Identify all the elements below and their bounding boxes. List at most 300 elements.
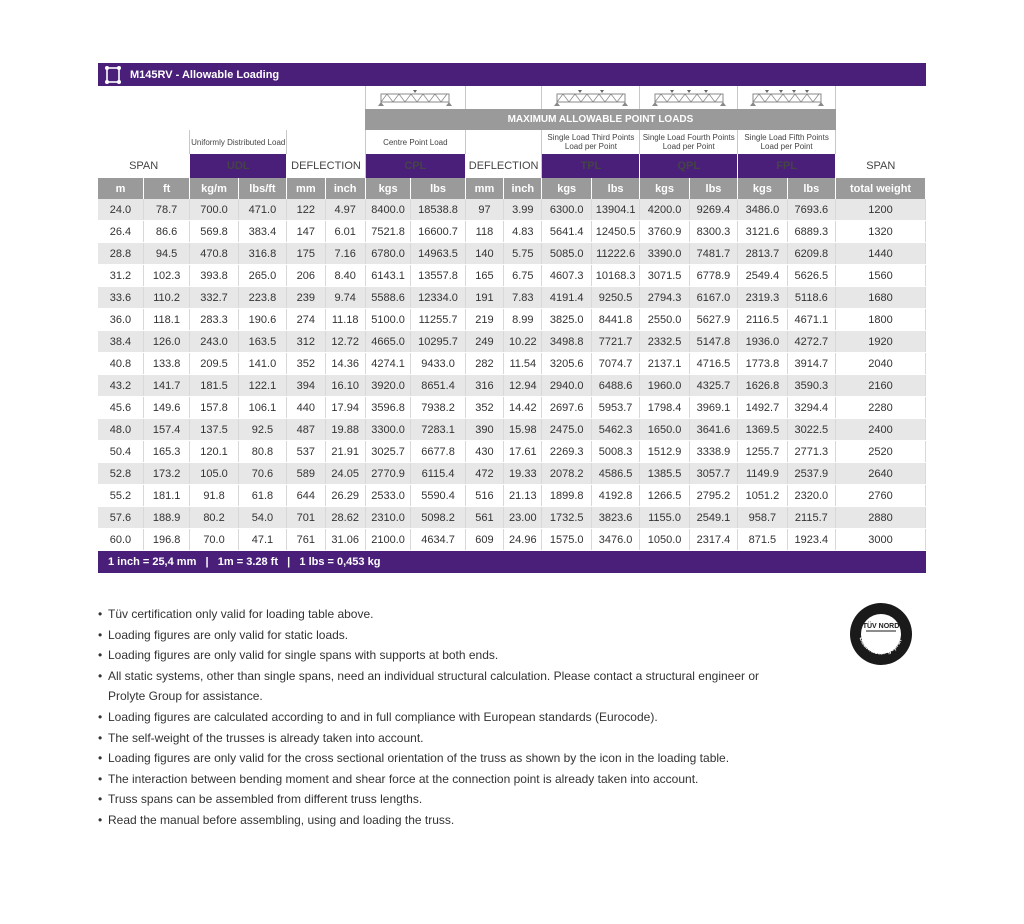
truss-icon [102, 65, 124, 85]
udl-header: UDL [190, 154, 287, 178]
conversion-footer [98, 551, 926, 573]
table-cell: 157.4 [143, 419, 189, 441]
table-cell: 7283.1 [411, 419, 465, 441]
table-cell: 181.5 [190, 375, 238, 397]
table-cell: 110.2 [143, 287, 189, 309]
load-description-row [98, 130, 926, 154]
table-cell: 2795.2 [689, 485, 737, 507]
unit-header: inch [325, 178, 365, 199]
table-cell: 223.8 [238, 287, 286, 309]
tpl-description: Single Load Third Points Load per Point [542, 130, 640, 154]
unit-header: lbs [591, 178, 639, 199]
table-row [98, 375, 926, 397]
table-cell: 196.8 [143, 529, 189, 551]
table-cell: 700.0 [190, 199, 238, 221]
table-cell: 118 [465, 221, 503, 243]
fifth-points-load-icon [747, 89, 827, 107]
table-cell: 3205.6 [542, 353, 591, 375]
table-cell: 5147.8 [689, 331, 737, 353]
table-cell: 6143.1 [365, 265, 410, 287]
table-cell: 122.1 [238, 375, 286, 397]
table-cell: 701 [287, 507, 325, 529]
table-cell: 2550.0 [640, 309, 689, 331]
table-cell: 6115.4 [411, 463, 465, 485]
table-cell: 6780.0 [365, 243, 410, 265]
table-cell: 92.5 [238, 419, 286, 441]
table-cell: 2317.4 [689, 529, 737, 551]
table-cell: 9269.4 [689, 199, 737, 221]
table-cell: 4274.1 [365, 353, 410, 375]
table-cell: 487 [287, 419, 325, 441]
table-cell: 274 [287, 309, 325, 331]
table-cell: 1923.4 [787, 529, 835, 551]
table-cell: 209.5 [190, 353, 238, 375]
table-cell: 17.94 [325, 397, 365, 419]
table-cell: 6488.6 [591, 375, 639, 397]
table-cell: 17.61 [504, 441, 542, 463]
table-cell: 2310.0 [365, 507, 410, 529]
table-cell: 3476.0 [591, 529, 639, 551]
table-cell: 1200 [836, 199, 926, 221]
table-cell: 3760.9 [640, 221, 689, 243]
table-cell: 3486.0 [738, 199, 787, 221]
table-cell: 36.0 [98, 309, 143, 331]
table-row [98, 463, 926, 485]
table-cell: 283.3 [190, 309, 238, 331]
table-cell: 249 [465, 331, 503, 353]
table-cell: 80.8 [238, 441, 286, 463]
table-cell: 2760 [836, 485, 926, 507]
table-cell: 1149.9 [738, 463, 787, 485]
table-cell: 5590.4 [411, 485, 465, 507]
table-cell: 6209.8 [787, 243, 835, 265]
table-cell: 26.4 [98, 221, 143, 243]
table-cell: 60.0 [98, 529, 143, 551]
table-cell: 871.5 [738, 529, 787, 551]
table-cell: 7521.8 [365, 221, 410, 243]
unit-header: lbs [787, 178, 835, 199]
table-cell: 3823.6 [591, 507, 639, 529]
table-cell: 2100.0 [365, 529, 410, 551]
table-cell: 3057.7 [689, 463, 737, 485]
table-row [98, 529, 926, 551]
unit-header: kgs [640, 178, 689, 199]
table-cell: 2280 [836, 397, 926, 419]
table-cell: 97 [465, 199, 503, 221]
table-cell: 105.0 [190, 463, 238, 485]
note-text: The interaction between bending moment and shear force at the connection point is already taken into account. [108, 771, 699, 786]
table-row [98, 309, 926, 331]
table-cell: 43.2 [98, 375, 143, 397]
note-item: • Read the manual before assembling, using and loading the truss. [98, 810, 798, 831]
table-cell: 430 [465, 441, 503, 463]
table-cell: 352 [287, 353, 325, 375]
unit-header: inch [504, 178, 542, 199]
table-cell: 137.5 [190, 419, 238, 441]
group-header-row [98, 154, 926, 178]
table-cell: 3022.5 [787, 419, 835, 441]
table-cell: 118.1 [143, 309, 189, 331]
table-cell: 265.0 [238, 265, 286, 287]
table-cell: 8651.4 [411, 375, 465, 397]
table-cell: 4200.0 [640, 199, 689, 221]
cpl-description: Centre Point Load [365, 130, 465, 154]
table-cell: 38.4 [98, 331, 143, 353]
note-item: • The interaction between bending moment and shear force at the connection point is already taken into account. [98, 769, 798, 790]
table-row [98, 353, 926, 375]
table-cell: 6.75 [504, 265, 542, 287]
table-cell: 86.6 [143, 221, 189, 243]
table-row [98, 287, 926, 309]
table-cell: 33.6 [98, 287, 143, 309]
table-cell: 106.1 [238, 397, 286, 419]
table-cell: 94.5 [143, 243, 189, 265]
table-cell: 516 [465, 485, 503, 507]
table-cell: 2520 [836, 441, 926, 463]
table-cell: 102.3 [143, 265, 189, 287]
table-cell: 393.8 [190, 265, 238, 287]
table-cell: 4586.5 [591, 463, 639, 485]
table-cell: 40.8 [98, 353, 143, 375]
table-cell: 1155.0 [640, 507, 689, 529]
table-title: M145RV - Allowable Loading [130, 68, 280, 81]
table-cell: 2771.3 [787, 441, 835, 463]
table-cell: 54.0 [238, 507, 286, 529]
table-cell: 1440 [836, 243, 926, 265]
note-item: • All static systems, other than single spans, need an individual structural calculation. Please contact a structural engineer or Prolyte Group for assistance. [98, 666, 798, 707]
table-cell: 78.7 [143, 199, 189, 221]
note-item: • Tüv certification only valid for loading table above. [98, 604, 798, 625]
max-allowable-point-loads-header: MAXIMUM ALLOWABLE POINT LOADS [365, 109, 835, 130]
fpl-header: FPL [738, 154, 836, 178]
table-cell: 316.8 [238, 243, 286, 265]
table-cell: 4671.1 [787, 309, 835, 331]
table-cell: 1732.5 [542, 507, 591, 529]
table-cell: 3914.7 [787, 353, 835, 375]
table-cell: 188.9 [143, 507, 189, 529]
table-cell: 2115.7 [787, 507, 835, 529]
loading-table-document [98, 63, 926, 573]
table-cell: 2880 [836, 507, 926, 529]
table-cell: 24.0 [98, 199, 143, 221]
table-cell: 80.2 [190, 507, 238, 529]
table-cell: 3590.3 [787, 375, 835, 397]
table-cell: 141.0 [238, 353, 286, 375]
note-item: • Loading figures are only valid for the cross sectional orientation of the truss as shown by the icon in the loading table. [98, 748, 798, 769]
table-body [98, 199, 926, 551]
table-cell: 609 [465, 529, 503, 551]
table-cell: 70.0 [190, 529, 238, 551]
table-cell: 12450.5 [591, 221, 639, 243]
table-cell: 4191.4 [542, 287, 591, 309]
table-cell: 1960.0 [640, 375, 689, 397]
span-header: SPAN [129, 160, 159, 172]
note-text: Read the manual before assembling, using and loading the truss. [108, 812, 455, 827]
table-row [98, 507, 926, 529]
table-cell: 3390.0 [640, 243, 689, 265]
unit-header-row [98, 178, 926, 199]
note-text: All static systems, other than single spans, need an individual structural calculation. Please contact a structural engineer or Prolyte Group for assistance. [108, 668, 760, 704]
table-cell: 157.8 [190, 397, 238, 419]
table-cell: 24.05 [325, 463, 365, 485]
table-row [98, 419, 926, 441]
table-cell: 181.1 [143, 485, 189, 507]
table-cell: 1050.0 [640, 529, 689, 551]
table-cell: 644 [287, 485, 325, 507]
table-cell: 190.6 [238, 309, 286, 331]
table-cell: 2537.9 [787, 463, 835, 485]
table-cell: 1385.5 [640, 463, 689, 485]
table-cell: 5627.9 [689, 309, 737, 331]
table-cell: 3498.8 [542, 331, 591, 353]
table-cell: 12.72 [325, 331, 365, 353]
table-cell: 4716.5 [689, 353, 737, 375]
table-cell: 2116.5 [738, 309, 787, 331]
table-cell: 14963.5 [411, 243, 465, 265]
table-row [98, 397, 926, 419]
third-points-load-icon [551, 89, 631, 107]
table-cell: 16600.7 [411, 221, 465, 243]
table-cell: 3294.4 [787, 397, 835, 419]
deflection-header-2: DEFLECTION [465, 154, 542, 178]
table-cell: 239 [287, 287, 325, 309]
table-cell: 761 [287, 529, 325, 551]
table-cell: 2400 [836, 419, 926, 441]
table-cell: 9433.0 [411, 353, 465, 375]
table-cell: 14.42 [504, 397, 542, 419]
table-cell: 471.0 [238, 199, 286, 221]
table-cell: 589 [287, 463, 325, 485]
table-cell: 15.98 [504, 419, 542, 441]
table-cell: 173.2 [143, 463, 189, 485]
table-cell: 147 [287, 221, 325, 243]
table-cell: 11.54 [504, 353, 542, 375]
unit-header: ft [143, 178, 189, 199]
table-cell: 282 [465, 353, 503, 375]
table-cell: 26.29 [325, 485, 365, 507]
note-text: Truss spans can be assembled from different truss lengths. [108, 792, 423, 807]
table-cell: 5085.0 [542, 243, 591, 265]
table-cell: 3071.5 [640, 265, 689, 287]
table-cell: 165.3 [143, 441, 189, 463]
table-cell: 4607.3 [542, 265, 591, 287]
table-cell: 28.62 [325, 507, 365, 529]
table-cell: 61.8 [238, 485, 286, 507]
table-cell: 3969.1 [689, 397, 737, 419]
table-cell: 6677.8 [411, 441, 465, 463]
table-cell: 7721.7 [591, 331, 639, 353]
table-cell: 10.22 [504, 331, 542, 353]
table-cell: 2549.4 [738, 265, 787, 287]
table-cell: 31.06 [325, 529, 365, 551]
table-cell: 122 [287, 199, 325, 221]
table-cell: 1626.8 [738, 375, 787, 397]
table-cell: 7938.2 [411, 397, 465, 419]
table-cell: 3338.9 [689, 441, 737, 463]
udl-description: Uniformly Distributed Load [190, 130, 287, 154]
table-cell: 28.8 [98, 243, 143, 265]
table-cell: 561 [465, 507, 503, 529]
seal-top-text: TÜV NORD [862, 623, 900, 630]
table-cell: 141.7 [143, 375, 189, 397]
table-cell: 2078.2 [542, 463, 591, 485]
table-cell: 1773.8 [738, 353, 787, 375]
qpl-diagram [640, 86, 738, 109]
table-cell: 5588.6 [365, 287, 410, 309]
unit-header: mm [287, 178, 325, 199]
table-cell: 4192.8 [591, 485, 639, 507]
table-cell: 5100.0 [365, 309, 410, 331]
unit-header: lbs/ft [238, 178, 286, 199]
table-cell: 3920.0 [365, 375, 410, 397]
note-text: Loading figures are only valid for static loads. [108, 627, 349, 642]
table-cell: 2160 [836, 375, 926, 397]
unit-header: kg/m [190, 178, 238, 199]
note-item: • The self-weight of the trusses is already taken into account. [98, 728, 798, 749]
unit-header: kgs [365, 178, 410, 199]
table-row [98, 243, 926, 265]
table-row [98, 221, 926, 243]
tpl-header: TPL [542, 154, 640, 178]
table-cell: 1266.5 [640, 485, 689, 507]
allowable-loading-table [98, 86, 926, 551]
table-cell: 5118.6 [787, 287, 835, 309]
table-cell: 1936.0 [738, 331, 787, 353]
table-cell: 165 [465, 265, 503, 287]
table-cell: 5008.3 [591, 441, 639, 463]
table-cell: 10168.3 [591, 265, 639, 287]
table-row [98, 265, 926, 287]
table-cell: 175 [287, 243, 325, 265]
table-cell: 1575.0 [542, 529, 591, 551]
table-cell: 2533.0 [365, 485, 410, 507]
table-cell: 6778.9 [689, 265, 737, 287]
note-text: Loading figures are only valid for single spans with supports at both ends. [108, 648, 499, 663]
table-cell: 206 [287, 265, 325, 287]
table-cell: 133.8 [143, 353, 189, 375]
table-cell: 6889.3 [787, 221, 835, 243]
table-cell: 1369.5 [738, 419, 787, 441]
note-item: • Loading figures are only valid for static loads. [98, 625, 798, 646]
table-cell: 12.94 [504, 375, 542, 397]
table-cell: 383.4 [238, 221, 286, 243]
table-cell: 19.88 [325, 419, 365, 441]
table-cell: 5953.7 [591, 397, 639, 419]
table-cell: 8300.3 [689, 221, 737, 243]
table-cell: 5641.4 [542, 221, 591, 243]
table-cell: 3121.6 [738, 221, 787, 243]
table-cell: 243.0 [190, 331, 238, 353]
table-cell: 472 [465, 463, 503, 485]
table-cell: 10295.7 [411, 331, 465, 353]
note-item: • Loading figures are only valid for single spans with supports at both ends. [98, 645, 798, 666]
table-cell: 2269.3 [542, 441, 591, 463]
table-cell: 55.2 [98, 485, 143, 507]
table-cell: 4272.7 [787, 331, 835, 353]
table-cell: 3641.6 [689, 419, 737, 441]
table-cell: 48.0 [98, 419, 143, 441]
table-cell: 7.16 [325, 243, 365, 265]
table-cell: 1560 [836, 265, 926, 287]
table-cell: 4.97 [325, 199, 365, 221]
table-cell: 2319.3 [738, 287, 787, 309]
table-cell: 70.6 [238, 463, 286, 485]
table-cell: 312 [287, 331, 325, 353]
table-cell: 1255.7 [738, 441, 787, 463]
table-cell: 2813.7 [738, 243, 787, 265]
table-cell: 163.5 [238, 331, 286, 353]
table-cell: 394 [287, 375, 325, 397]
table-cell: 140 [465, 243, 503, 265]
table-cell: 11255.7 [411, 309, 465, 331]
table-cell: 4.83 [504, 221, 542, 243]
table-cell: 4665.0 [365, 331, 410, 353]
cpl-header: CPL [365, 154, 465, 178]
table-cell: 1320 [836, 221, 926, 243]
table-cell: 352 [465, 397, 503, 419]
table-cell: 2137.1 [640, 353, 689, 375]
note-item: • Truss spans can be assembled from different truss lengths. [98, 789, 798, 810]
note-item: • Loading figures are calculated according to and in full compliance with European standards (Eurocode). [98, 707, 798, 728]
load-diagram-row [98, 86, 926, 109]
fourth-points-load-icon [649, 89, 729, 107]
table-cell: 8.40 [325, 265, 365, 287]
table-cell: 1899.8 [542, 485, 591, 507]
table-row [98, 331, 926, 353]
table-cell: 2794.3 [640, 287, 689, 309]
table-cell: 149.6 [143, 397, 189, 419]
table-cell: 11222.6 [591, 243, 639, 265]
table-cell: 1512.9 [640, 441, 689, 463]
table-cell: 2320.0 [787, 485, 835, 507]
table-row [98, 199, 926, 221]
table-cell: 2332.5 [640, 331, 689, 353]
table-cell: 8400.0 [365, 199, 410, 221]
table-cell: 6167.0 [689, 287, 737, 309]
table-cell: 7.83 [504, 287, 542, 309]
table-cell: 2697.6 [542, 397, 591, 419]
table-cell: 8.99 [504, 309, 542, 331]
table-cell: 3825.0 [542, 309, 591, 331]
table-cell: 537 [287, 441, 325, 463]
table-cell: 4325.7 [689, 375, 737, 397]
table-cell: 3300.0 [365, 419, 410, 441]
table-cell: 7693.6 [787, 199, 835, 221]
table-cell: 2549.1 [689, 507, 737, 529]
table-cell: 18538.8 [411, 199, 465, 221]
table-cell: 7481.7 [689, 243, 737, 265]
table-cell: 5.75 [504, 243, 542, 265]
fpl-diagram [738, 86, 836, 109]
table-cell: 316 [465, 375, 503, 397]
table-cell: 1920 [836, 331, 926, 353]
table-cell: 219 [465, 309, 503, 331]
center-point-load-icon [375, 89, 455, 107]
table-cell: 52.8 [98, 463, 143, 485]
table-cell: 3000 [836, 529, 926, 551]
unit-header: mm [465, 178, 503, 199]
max-loads-row [98, 109, 926, 130]
table-cell: 45.6 [98, 397, 143, 419]
table-cell: 2475.0 [542, 419, 591, 441]
table-cell: 24.96 [504, 529, 542, 551]
note-text: Loading figures are only valid for the cross sectional orientation of the truss as shown by the icon in the loading table. [108, 751, 730, 766]
table-cell: 440 [287, 397, 325, 419]
table-cell: 191 [465, 287, 503, 309]
table-cell: 1800 [836, 309, 926, 331]
table-cell: 21.13 [504, 485, 542, 507]
note-text: The self-weight of the trusses is already taken into account. [108, 730, 424, 745]
